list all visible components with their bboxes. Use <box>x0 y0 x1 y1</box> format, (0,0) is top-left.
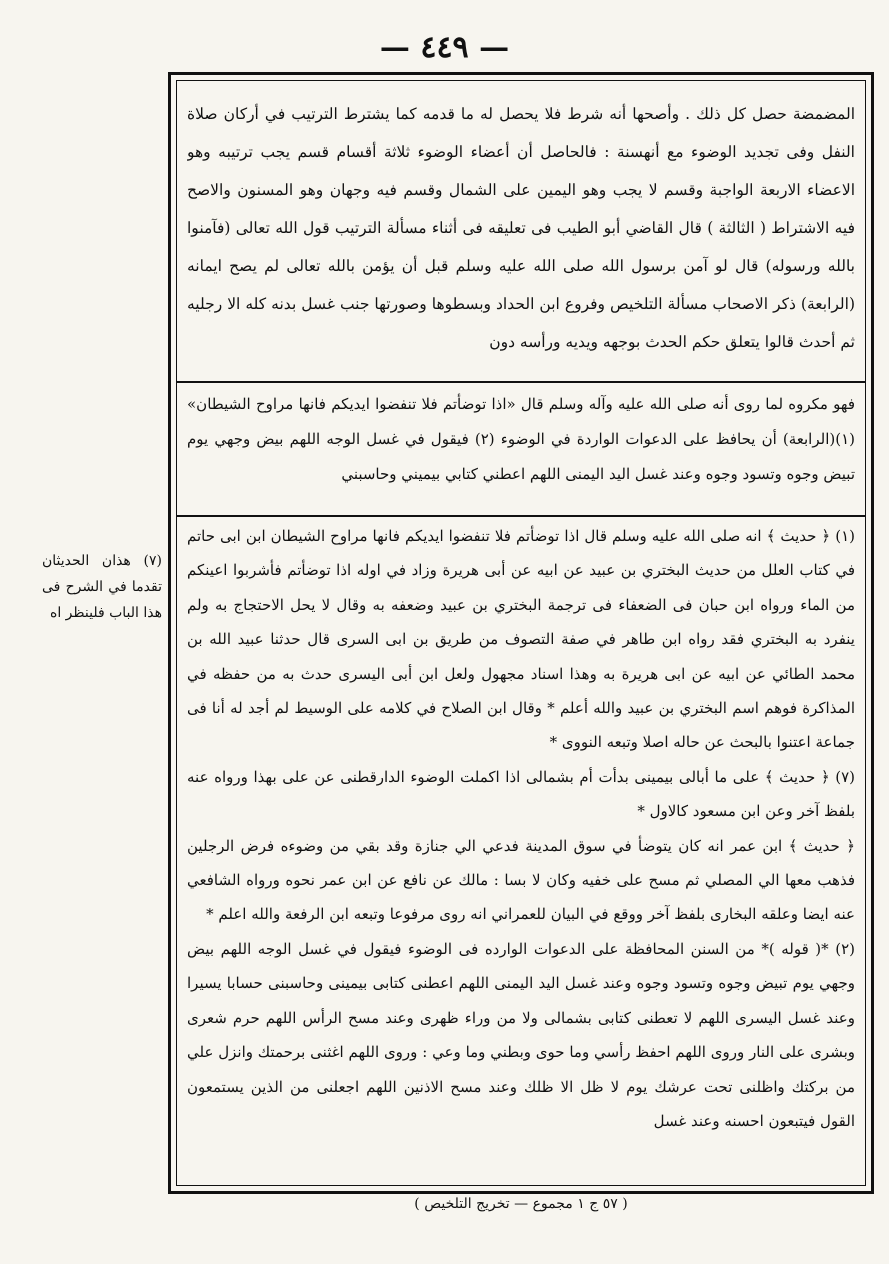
footnote-2: (٢) *( قوله )* من السنن المحافظة على الدعوات الوارده فى الوضوء فيقول في غسل الوجه اللهم بيض وجهي يوم تبيض وجوه وتسود وجوه وعند غسل اليد اليمنى اللهم اعطنى كتابى بيمينى وحاسبنى حسابا يسيرا وعند غسل اليسرى اللهم لا تعطنى كتابى بشمالى ولا من وراء ظهرى وعند مسح الرأس اللهم حرم شعرى وبشرى على النار وروى اللهم احفظ رأسي وما حوى وبطني وما وعي : وروى اللهم اغثنى برحمتك وانزل علي من بركتك واظلنى تحت عرشك يوم لا ظل الا ظلك وعند مسح الاذنين اللهم اجعلنى من الذين يستمعون القول فيتبعون احسنه وعند غسل <box>187 939 855 1130</box>
divider-rule <box>176 381 866 383</box>
margin-note: (٧) هذان الحديثان تقدما في الشرح فى هذا الباب فلينظر اه <box>42 553 162 621</box>
divider-rule <box>176 515 866 517</box>
page-footer: ( ٥٧ ج ١ مجموع — تخريج التلخيص ) <box>414 1196 628 1212</box>
page-frame <box>168 72 874 1194</box>
footnote-7: (٧) ﴿ حديث ﴾ على ما أبالى بيمينى بدأت أم بشمالى اذا اكملت الوضوء الدارقطنى عن على بهذا ورواه عنه بلفظ آخر وعن ابن مسعود كالاول * <box>187 767 855 821</box>
page-number: — ٤٤٩ — <box>379 30 510 65</box>
footnote-hadith-ibn-umar: ﴿ حديث ﴾ ابن عمر انه كان يتوضأ في سوق المدينة فدعي الي جنازة وقد بقي من وضوءه فرض الرجلين فذهب معها الي المصلي ثم مسح على خفيه وكان لا بسا : مالك عن نافع عن ابن عمر نحوه ورواه الشافعي عنه ايضا وعلقه البخارى بلفظ آخر ووقع في البيان للعمراني انه روى مرفوعا وتبعه ابن الرفعة والله اعلم * <box>187 836 855 924</box>
footnote-1: (١) ﴿ حديث ﴾ انه صلى الله عليه وسلم قال اذا توضأتم فلا تنفضوا ايديكم فانها مراوح الشيطان ابن ابى حاتم في كتاب العلل من حديث البختري بن عبيد عن ابيه عن أبى هريرة وزاد في اوله اذا توضأتم فأشربوا اعينكم من الماء ورواه ابن حبان فى الضعفاء فى ترجمة البختري بن عبيد وضعفه به وقال لا يحل الاحتجاج به ولم ينفرد به البختري فقد رواه ابن طاهر في صفة التصوف من طريق بن ابى السرى قال حدثنا عبيد الله بن محمد الطائي عن ابيه عن ابى هريرة به وهذا اسناد مجهول ولعل ابن أبى اليسرى حدث به من حفظه في المذاكرة فوهم اسم البختري بن عبيد والله أعلم * وقال ابن الصلاح في كلامه على الوسيط لم أجد له أنا فى جماعة اعتنوا بالبحث عن حاله اصلا وتبعه النووى * <box>187 527 855 752</box>
main-text: المضمضة حصل كل ذلك . وأصحها أنه شرط فلا يحصل له ما قدمه كما يشترط الترتيب في أركان صلاة النفل وفى تجديد الوضوء مع أنهسنة : فالحاصل أن أعضاء الوضوء ثلاثة أقسام قسم يجب ترتيبه وهو الاعضاء الاربعة الواجبة وقسم لا يجب وهو اليمين على الشمال وقسم فيه وجهان وهو المسنون والاصح فيه الاشتراط ( الثالثة ) قال القاضي أبو الطيب فى تعليقه فى أثناء مسألة الترتيب قول الله تعالى (فآمنوا بالله ورسوله) قال لو آمن برسول الله صلى الله عليه وسلم قبل أن يؤمن بالله تعالى لم يصح ايمانه (الرابعة) ذكر الاصحاب مسألة التلخيص وفروع ابن الحداد وبسطوها وصورتها جنب غسل بدنه كله الا رجليه ثم أحدث قالوا يتعلق حكم الحدث بوجهه ويديه ورأسه دون <box>187 105 855 351</box>
commentary-text: فهو مكروه لما روى أنه صلى الله عليه وآله وسلم قال «اذا توضأتم فلا تنفضوا ايديكم فانها مراوح الشيطان» (١)(الرابعة) أن يحافظ على الدعوات الواردة في الوضوء (٢) فيقول في غسل الوجه اللهم بيض وجهي يوم تبيض وجوه وتسود وجوه وعند غسل اليد اليمنى اللهم اعطني كتابي بيميني وحاسبني <box>187 395 855 483</box>
footnotes <box>187 519 855 1189</box>
